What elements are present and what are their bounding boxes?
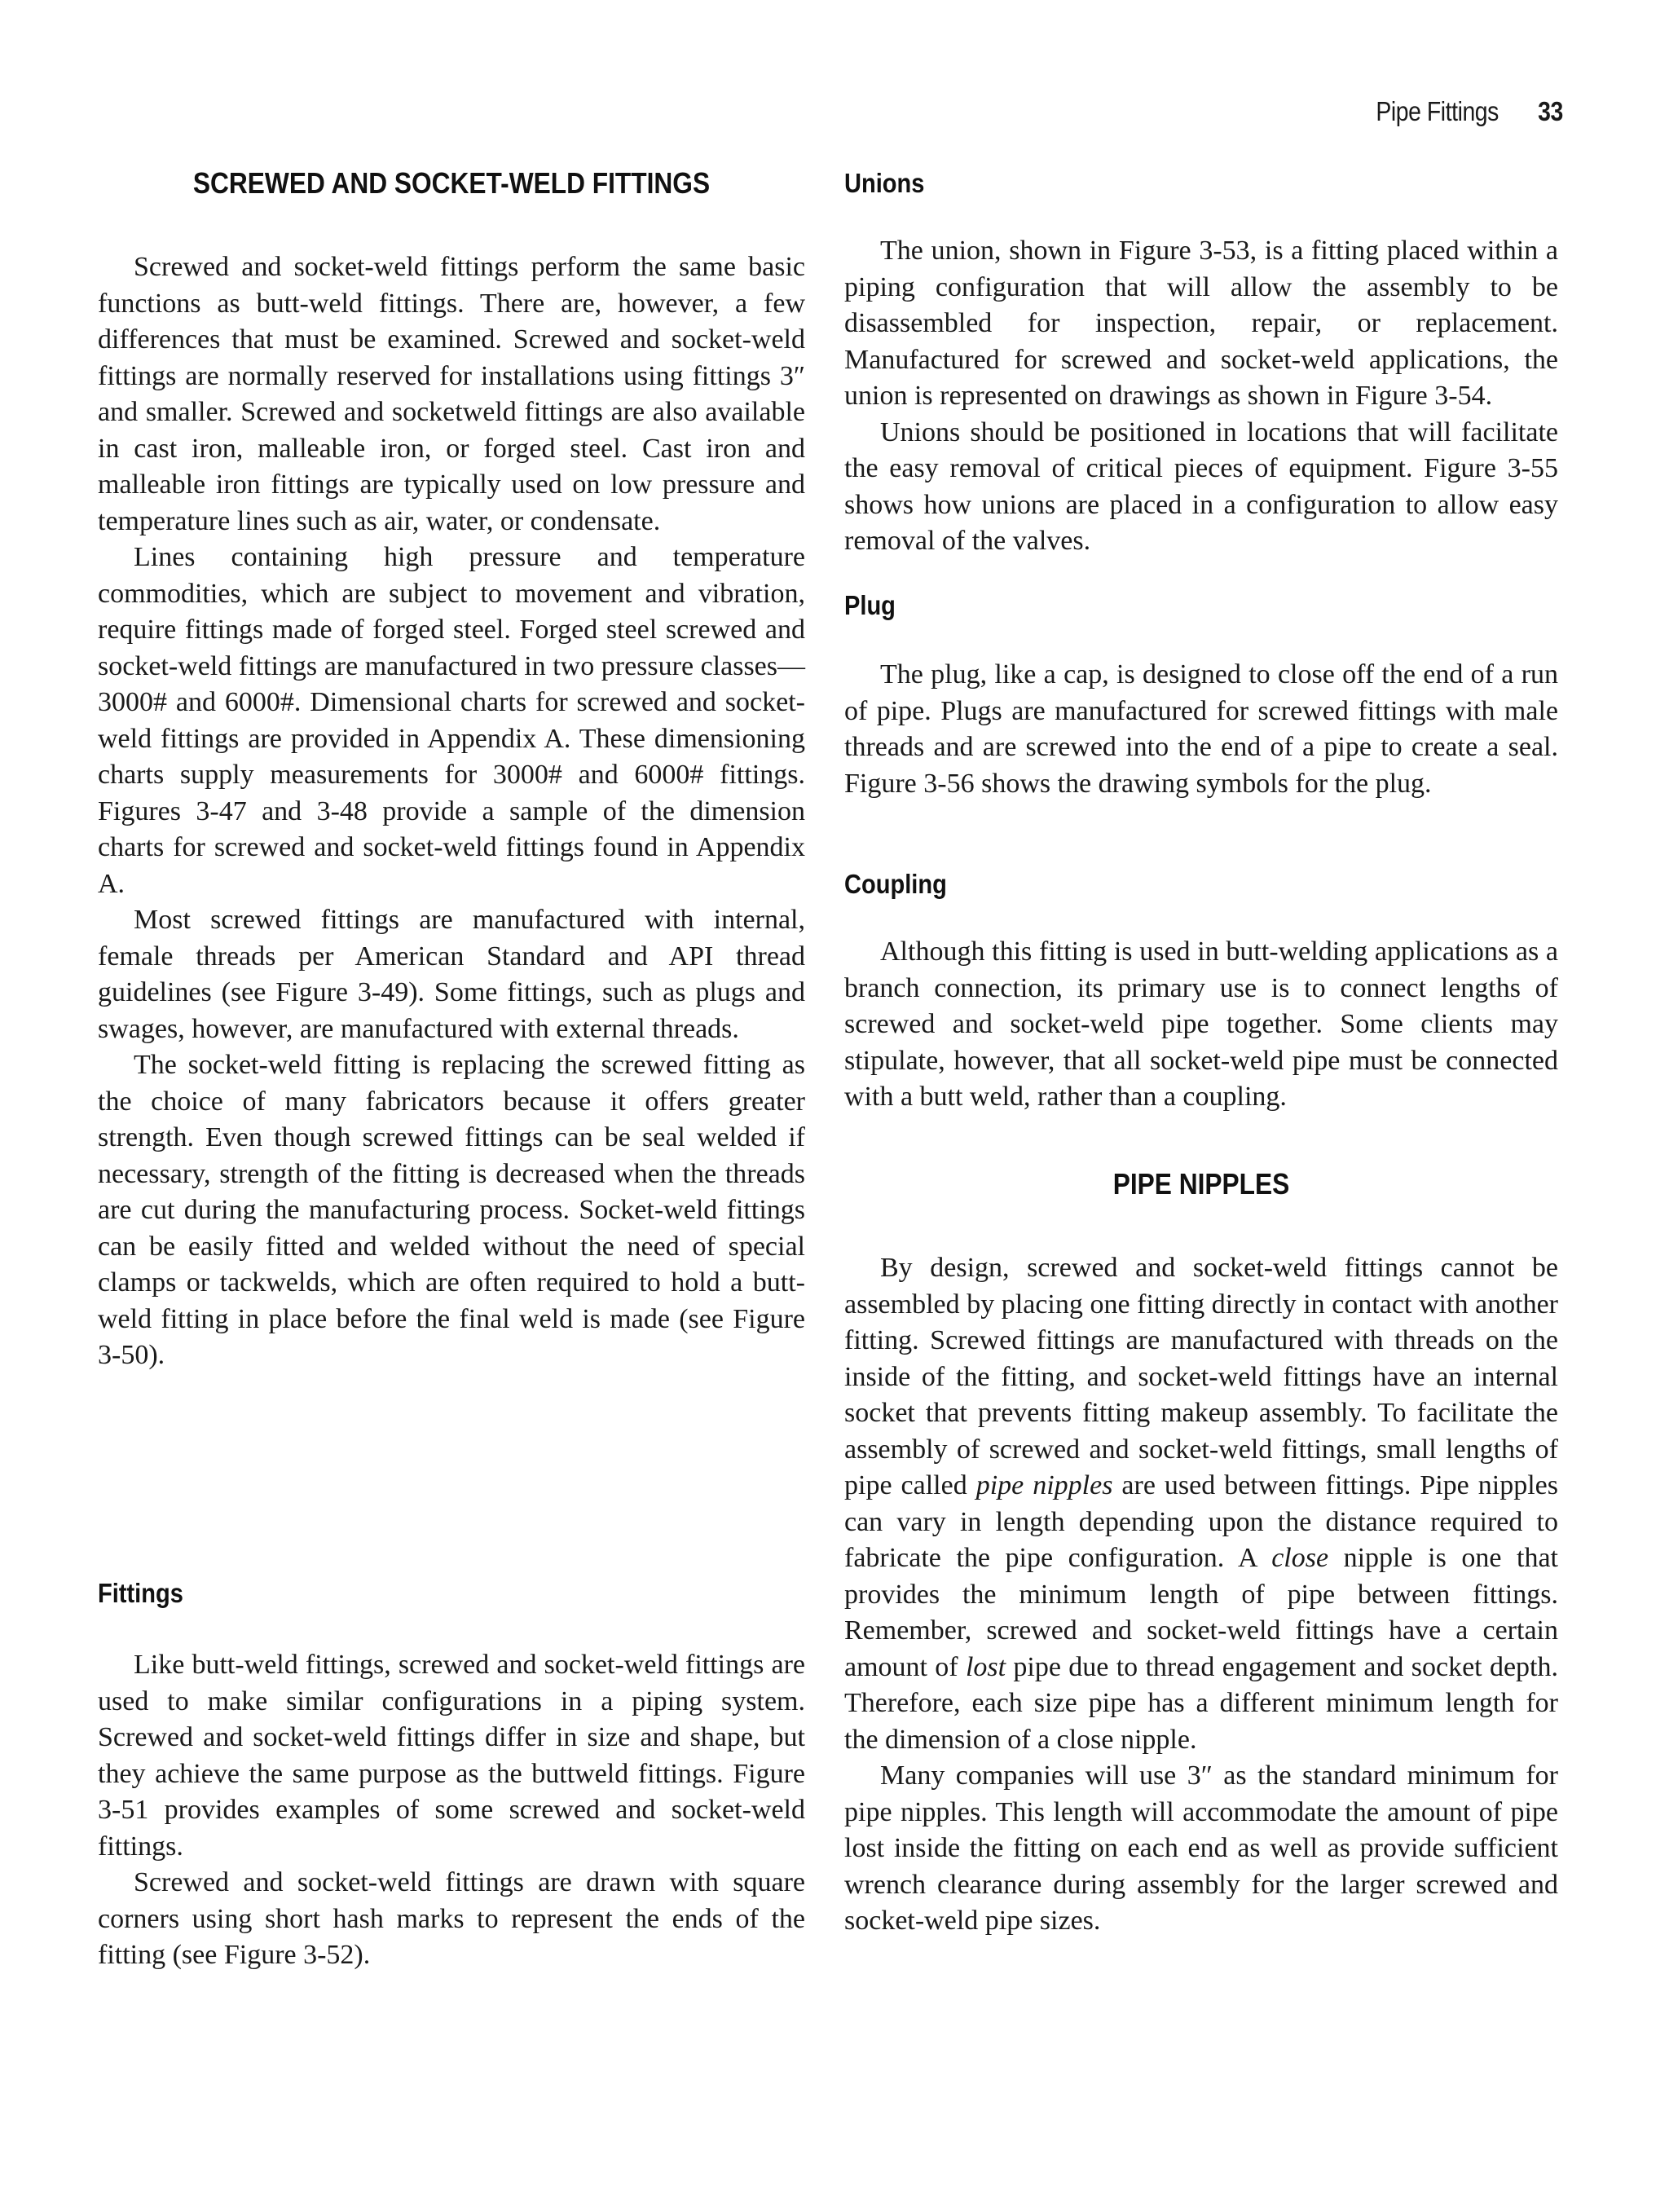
paragraph: The plug, like a cap, is designed to close off the end of a run of pipe. Plugs are manufactured for screwed fittings with male threads and are screwed into the end of a pipe to create a seal. Figure 3-56 shows the drawing symbols for the plug.: [844, 659, 1558, 799]
paragraph: Lines containing high pressure and temperature commodities, which are subject to movement and vibration, require fittings made of forged steel. Forged steel screwed and socket-weld fittings are manufactured in two pressure classes—3000# and 6000#. Dimensional charts for screwed and socket-weld fittings are provided in Appendix A. These dimensioning charts supply measurements for 3000# and 6000# fittings. Figures 3-47 and 3-48 provide a sample of the dimension charts for screwed and socket-weld fittings found in Appendix A.: [98, 542, 805, 899]
plug-text: [844, 657, 1558, 802]
paragraph: Many companies will use 3″ as the standard minimum for pipe nipples. This length will accommodate the amount of pipe lost inside the fitting on each end as well as provide sufficient wrench clearance during assembly for the larger screwed and socket-weld pipe sizes.: [844, 1760, 1558, 1936]
subheading-fittings: Fittings: [98, 1578, 183, 1608]
subheading-plug: Plug: [844, 590, 896, 620]
term-lost: lost: [965, 1651, 1006, 1682]
unions-text: [844, 233, 1558, 560]
fittings-text: [98, 1647, 805, 1974]
section-title-pipe-nipples: PIPE NIPPLES: [1112, 1167, 1290, 1201]
running-title: Pipe Fittings: [1376, 96, 1499, 126]
paragraph: The socket-weld fitting is replacing the screwed fitting as the choice of many fabricators because it offers greater strength. Even though screwed fittings can be seal welded if necessary, strength of the fitting is decreased when the threads are cut during the manufacturing process. Socket-weld fittings can be easily fitted and welded without the need of special clamps or tackwelds, which are often required to hold a butt-weld fitting in place before the final weld is made (see Figure 3-50).: [98, 1050, 805, 1370]
running-header: [1376, 96, 1563, 127]
term-close: close: [1271, 1543, 1329, 1573]
coupling-text: [844, 934, 1558, 1116]
paragraph: The union, shown in Figure 3-53, is a fitting placed within a piping configuration that will allow the assembly to be disassembled for inspection, repair, or replacement. Manufactured for screwed and socket-weld applications, the union is represented on drawings as shown in Figure 3-54.: [844, 236, 1558, 411]
paragraph: Unions should be positioned in locations that will facilitate the easy removal of critical pieces of equipment. Figure 3-55 shows how unions are placed in a configuration to allow easy removal of the valves.: [844, 416, 1558, 556]
term-pipe-nipples: pipe nipples: [975, 1470, 1113, 1500]
paragraph: Screwed and socket-weld fittings perform the same basic functions as butt-weld fittings. There are, however, a few differences that must be examined. Screwed and socket-weld fittings are normally reserved for installations using fittings 3″ and smaller. Screwed and socketweld fittings are also available in cast iron, malleable iron, or forged steel. Cast iron and malleable iron fittings are typically used on low pressure and temperature lines such as air, water, or condensate.: [98, 252, 805, 536]
paragraph: Like butt-weld fittings, screwed and socket-weld fittings are used to make similar configurations in a piping system. Screwed and socket-weld fittings differ in size and shape, but they achieve the same purpose as the buttweld fittings. Figure 3-51 provides examples of some screwed and socket-weld fittings.: [98, 1650, 805, 1862]
page-number: 33: [1538, 96, 1563, 126]
pipe-nipples-text: [844, 1250, 1558, 1940]
paragraph: Although this fitting is used in butt-welding applications as a branch connection, its primary use is to connect lengths of screwed and socket-weld pipe together. Some clients may stipulate, however, that all socket-weld pipe must be connected with a butt weld, rather than a coupling.: [844, 936, 1558, 1112]
paragraph: By design, screwed and socket-weld fittings cannot be assembled by placing one fitting directly in contact with another fitting. Screwed fittings are manufactured with threads on the inside of the fitting, and socket-weld fittings have an internal socket that prevents fitting makeup assembly. To facilitate the assembly of screwed and socket-weld fittings, small lengths of pipe called pipe nipples are used between fittings. Pipe nipples can vary in length depending upon the distance required to fabricate the pipe configuration. A close nipple is one that provides the minimum length of pipe between fittings. Remember, screwed and socket-weld fittings have a certain amount of lost pipe due to thread engagement and socket depth. Therefore, each size pipe has a different minimum length for the dimension of a close nipple.: [844, 1253, 1558, 1755]
subheading-unions: Unions: [844, 168, 925, 198]
paragraph: Most screwed fittings are manufactured with internal, female threads per American Standard and API thread guidelines (see Figure 3-49). Some fittings, such as plugs and swages, however, are manufactured with external threads.: [98, 905, 805, 1044]
intro-text: [98, 249, 805, 1374]
section-title-screwed-socket-weld: SCREWED AND SOCKET-WELD FITTINGS: [192, 166, 711, 200]
subheading-coupling: Coupling: [844, 869, 947, 899]
paragraph: Screwed and socket-weld fittings are drawn with square corners using short hash marks to represent the ends of the fitting (see Figure 3-52).: [98, 1867, 805, 1970]
